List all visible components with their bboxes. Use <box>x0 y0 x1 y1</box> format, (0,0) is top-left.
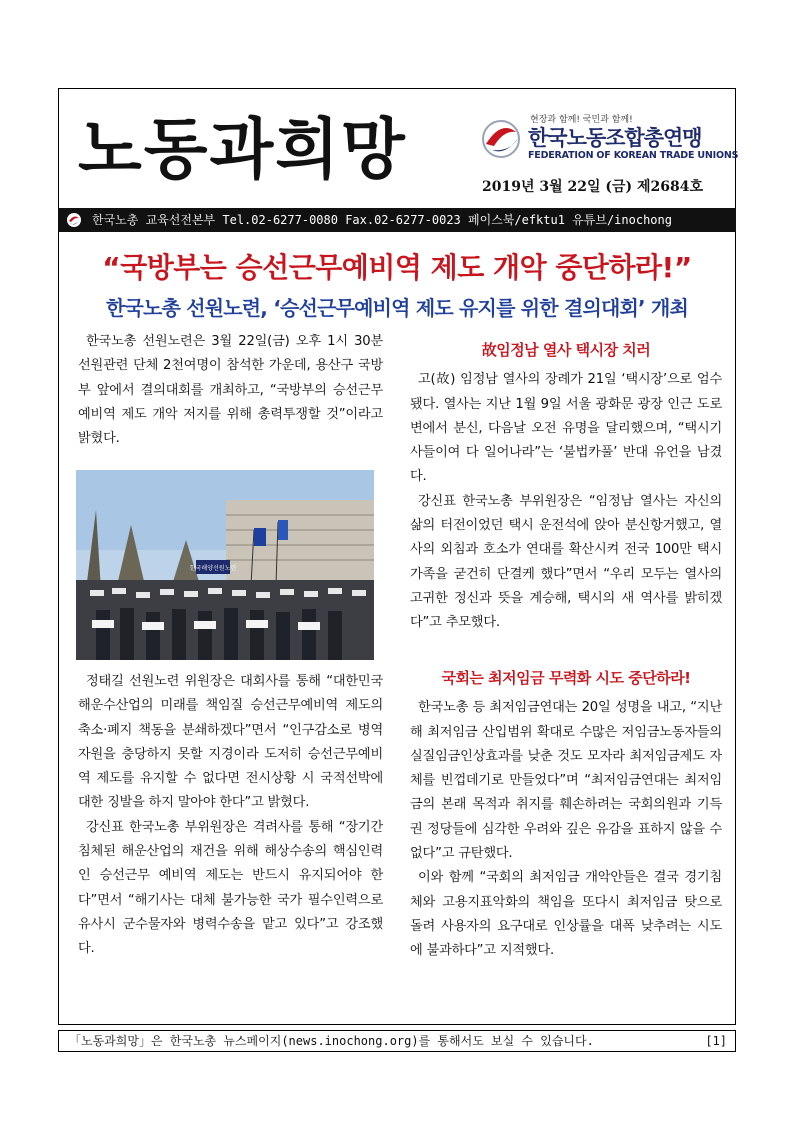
federation-mini-logo-icon <box>66 212 82 228</box>
article-paragraph: 강신표 한국노총 부위원장은 “임정남 열사는 자신의 삶의 터전이었던 택시 운전석에 앉아 분신항거했고, 열사의 외침과 호소가 연대를 확산시켜 전국 100만 택시가족을 굳건히 단결케 했다”면서 “우리 모두는 열사의 고귀한 정신과 뜻을 계승해, 택시의 새 역사를 밝히겠다”고 추모했다. <box>410 493 722 631</box>
footer-text: 「노동과희망」은 한국노총 뉴스페이지(news.inochong.org)를 통해서도 보실 수 있습니다. <box>69 1034 594 1048</box>
article-paragraph: 한국노총 등 최저임금연대는 20일 성명을 내고, “지난해 최저임금 산입범위 확대로 수많은 저임금노동자들의 실질임금인상효과를 낮춘 것도 모자라 최저임금제도 자체를 빈껍데기로 만들었다”며 “최저임금연대는 최저임금의 본래 목적과 취지를 훼손하려는 국회의원과 기득권 정당들에 심각한 우려와 깊은 유감을 표하지 않을 수 없다”고 규탄했다. <box>410 700 722 862</box>
rally-photo <box>76 470 374 660</box>
section-title: 국회는 최저임금 무력화 시도 중단하라! <box>441 669 691 687</box>
left-column-top <box>78 330 383 451</box>
issue-info <box>482 176 703 196</box>
section-title: 故임정남 열사 택시장 치러 <box>481 341 651 359</box>
masthead-title: 노동과희망 <box>78 110 407 188</box>
contact-info-bar: 한국노총 교육선전본부 Tel.02-6277-0080 Fax.02-6277-0023 페이스북/efktu1 유튜브/inochong <box>58 208 736 232</box>
sub-headline: 한국노총 선원노련, ‘승선근무예비역 제도 유지를 위한 결의대회’ 개최 <box>105 296 689 320</box>
article-paragraph: 정태길 선원노련 위원장은 대회사를 통해 “대한민국 해운수산업의 미래를 책임질 승선근무예비역 제도의 축소·폐지 책동을 분쇄하겠다”면서 “인구감소로 병역자원을 충당하지 못할 지경이라 도저히 승선근무예비역 제도를 유지할 수 없다면 전시상황 시 국적선박에 대한 징발을 하지 말아야 한다”고 밝혔다. <box>78 674 383 811</box>
left-column-bottom <box>78 670 383 962</box>
federation-name: 한국노동조합총연맹 <box>528 126 702 150</box>
federation-logo-icon <box>480 118 522 160</box>
federation-name-english: FEDERATION OF KOREAN TRADE UNIONS <box>528 150 739 161</box>
article-paragraph: 강신표 한국노총 부위원장은 격려사를 통해 “장기간 침체된 해운산업의 재건을 위해 해상수송의 핵심인력인 승선근무 예비역 제도는 반드시 유지되어야 한다”면서 “해기사는 대체 불가능한 국가 필수인력으로 유사시 군수물자와 병력수송을 맡고 있다”고 강조했다. <box>78 819 383 957</box>
article-paragraph: 고(故) 임정남 열사의 장례가 21일 ‘택시장’으로 엄수됐다. 열사는 지난 1월 9일 서울 광화문 광장 인근 도로변에서 분신, 다음날 오전 유명을 달리했으며, “택시기사들이여 다 일어나라”는 ‘불법카풀’ 반대 유언을 남겼다. <box>410 372 722 485</box>
main-headline: “국방부는 승선근무예비역 제도 개악 중단하라!” <box>102 251 692 284</box>
right-column-section-1 <box>410 338 722 636</box>
photo-banner-text: 한국해양선원노련 <box>189 565 237 572</box>
issue-date: 2019년 3월 22일 (금) <box>482 179 633 195</box>
article-paragraph: 한국노총 선원노련은 3월 22일(금) 오후 1시 30분 선원관련 단체 2천여명이 참석한 가운데, 용산구 국방부 앞에서 결의대회를 개최하고, “국방부의 승선근무예비역 제도 개악 저지를 위해 총력투쟁할 것”이라고 밝혔다. <box>78 334 383 447</box>
article-paragraph: 이와 함께 “국회의 최저임금 개악안들은 결국 경기침체와 고용지표악화의 책임을 또다시 최저임금 탓으로 돌려 사용자의 요구대로 인상률을 대폭 낮추려는 시도에 불과하다”고 지적했다. <box>410 870 722 959</box>
footer-bar <box>58 1030 736 1052</box>
issue-number: 제2684호 <box>637 179 704 195</box>
right-column-section-2 <box>410 666 722 964</box>
federation-slogan: 현장과 함께! 국민과 함께! <box>530 115 633 125</box>
page-number: [1] <box>705 1034 727 1048</box>
